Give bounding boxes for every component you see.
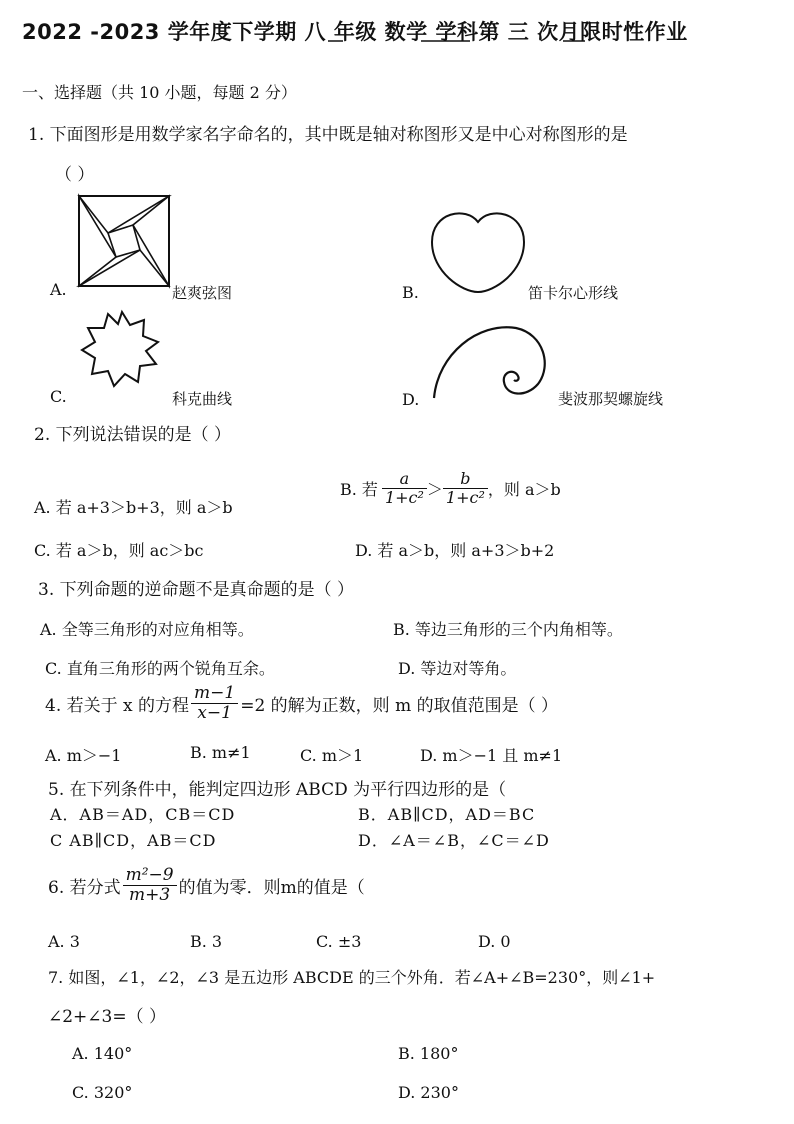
q2-fraction-1 (382, 470, 427, 506)
fibonacci-spiral-figure (428, 318, 558, 408)
q1-option-b-caption: 笛卡尔心形线 (528, 284, 619, 302)
q5-option-b: B．AB∥CD，AD＝BC (358, 805, 536, 824)
q6-prefix: 6. 若分式 (48, 877, 121, 898)
q7-stem-line2: ∠2+∠3=（ ） (48, 1007, 167, 1027)
q4-numerator: m−1 (191, 684, 238, 704)
q3-stem: 3. 下列命题的逆命题不是真命题的是（ ） (38, 580, 355, 600)
q2-frac2-numerator: b (443, 470, 488, 489)
title-underlines (0, 0, 794, 60)
q6-suffix: 的值为零．则m的值是（ (178, 877, 365, 898)
q2-fraction-2 (443, 470, 488, 506)
q2-option-b-suffix: ，则 a＞b (487, 479, 561, 499)
q2-frac1-denominator: 1+c² (384, 487, 424, 507)
cardioid-figure (430, 210, 530, 290)
q6-numerator: m²−9 (123, 866, 177, 886)
q7-option-d: D. 230° (398, 1083, 459, 1102)
q6-option-b: B. 3 (190, 932, 223, 951)
q4-option-d: D. m＞−1 且 m≠1 (420, 746, 563, 765)
koch-snowflake-figure (78, 310, 168, 390)
q2-option-b (340, 470, 561, 506)
q7-option-a: A. 140° (72, 1044, 133, 1063)
q3-option-d: D. 等边对等角。 (398, 659, 517, 678)
q7-option-c: C. 320° (72, 1083, 133, 1102)
zhao-shuang-diagram-figure (78, 195, 178, 295)
q3-option-a: A. 全等三角形的对应角相等。 (40, 620, 254, 639)
q2-option-d: D. 若 a＞b，则 a+3＞b+2 (355, 541, 555, 560)
q2-option-c: C. 若 a＞b，则 ac＞bc (34, 541, 204, 560)
q6-option-a: A. 3 (48, 932, 80, 951)
q6-fraction (123, 866, 177, 904)
q2-option-a: A. 若 a+3＞b+3，则 a＞b (34, 498, 233, 517)
q5-option-c: C AB∥CD，AB＝CD (50, 831, 217, 850)
q6-stem (48, 866, 365, 904)
q1-option-a-caption: 赵爽弦图 (172, 284, 233, 302)
q5-option-d: D．∠A＝∠B，∠C＝∠D (358, 831, 550, 850)
q6-option-d: D. 0 (478, 932, 511, 951)
q6-denominator: m+3 (129, 884, 171, 905)
q5-option-a: A．AB＝AD，CB＝CD (50, 805, 236, 824)
q5-stem: 5. 在下列条件中，能判定四边形 ABCD 为平行四边形的是（ (48, 780, 507, 800)
q1-option-d-caption: 斐波那契螺旋线 (558, 390, 664, 408)
q1-option-c-letter: C. (50, 387, 67, 406)
q2-frac2-denominator: 1+c² (445, 487, 485, 507)
q1-answer-paren: （ ） (55, 165, 95, 185)
q4-prefix: 4. 若关于 x 的方程 (45, 695, 190, 716)
q2-stem: 2. 下列说法错误的是（ ） (34, 425, 232, 445)
q4-stem (45, 684, 558, 722)
q4-option-a: A. m＞−1 (45, 746, 122, 765)
q4-option-b: B. m≠1 (190, 743, 251, 762)
q6-option-c: C. ±3 (316, 932, 362, 951)
q1-option-c-caption: 科克曲线 (172, 390, 233, 408)
q7-stem-line1: 7. 如图，∠1，∠2，∠3 是五边形 ABCDE 的三个外角．若∠A+∠B=230°，则∠1+ (48, 968, 656, 987)
q3-option-c: C. 直角三角形的两个锐角互余。 (45, 659, 275, 678)
q1-stem: 1. 下面图形是用数学家名字命名的，其中既是轴对称图形又是中心对称图形的是 (28, 125, 628, 145)
q4-denominator: x−1 (197, 702, 232, 723)
q1-option-b-letter: B. (402, 283, 419, 302)
q7-option-b: B. 180° (398, 1044, 459, 1063)
q4-fraction (191, 684, 238, 722)
q2-frac1-numerator: a (382, 470, 427, 489)
page-title: 2022 -2023 学年度下学期 八 年级 数学 学科第 三 次月限时性作业 (22, 20, 688, 44)
q4-suffix: =2 的解为正数，则 m 的取值范围是（ ） (240, 695, 559, 716)
q2-option-b-prefix: B. 若 (340, 479, 378, 499)
q3-option-b: B. 等边三角形的三个内角相等。 (393, 620, 623, 639)
q4-option-c: C. m＞1 (300, 746, 364, 765)
q2-greater-than: ＞ (426, 479, 443, 499)
q1-option-d-letter: D. (402, 390, 420, 409)
section-heading: 一、选择题（共 10 小题，每题 2 分） (22, 83, 297, 102)
q1-option-a-letter: A. (50, 280, 67, 299)
